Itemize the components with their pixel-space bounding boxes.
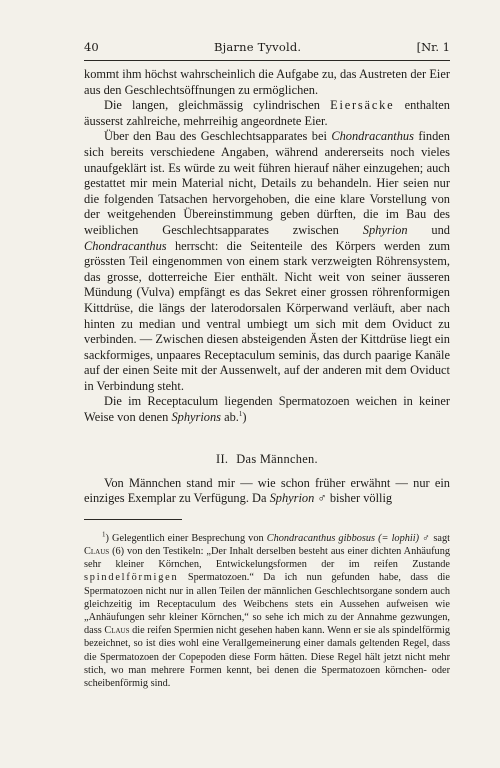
header-rule	[84, 60, 450, 61]
text-segment: Claus	[84, 546, 110, 558]
paragraph	[84, 98, 450, 129]
main-body-text	[84, 67, 450, 426]
text-segment: Chondracanthus gibbosus (= lophii)	[266, 532, 420, 544]
text-segment: Die im Receptaculum liegenden Spermatozoen weichen in keiner Weise von denen	[84, 394, 450, 425]
text-segment: Von Männchen stand mir — wie schon früher erwähnt — nur ein einziges Exemplar zu Verfügung. Da	[84, 475, 450, 506]
text-segment: Über den Bau des Geschlechtsapparates bei	[104, 129, 332, 144]
paragraph	[84, 67, 450, 98]
section-title: Das Männchen.	[236, 451, 318, 466]
text-segment: ab.	[221, 410, 239, 425]
text-segment: 1	[238, 409, 243, 418]
text-segment: 1	[102, 530, 106, 539]
text-segment: Chondracanthus	[331, 129, 414, 144]
text-segment: Spermatozoen.“ Da ich nun gefunden habe, dass die Spermatozoen nicht nur in allen Teilen der männlichen Geschlechtsorgane sondern auch gleichzeitig im Receptaculum des Weibchens stets ein Aussehen aufweisen wie „Anhäufungen sehr kleiner Körnchen,“ so sehe ich mich zu der Annahme gezwungen, dass	[84, 572, 450, 637]
text-segment: Sphyrion	[269, 491, 315, 506]
text-segment: ) Gelegentlich einer Besprechung von	[105, 532, 267, 544]
text-segment: Eiersäcke	[330, 98, 395, 113]
text-segment: Die langen, gleichmässig cylindrischen	[104, 98, 331, 113]
issue-number: [Nr. 1	[416, 40, 450, 54]
text-segment: )	[242, 410, 247, 425]
section-heading	[84, 452, 450, 467]
text-segment: kommt ihm höchst wahrscheinlich die Aufgabe zu, das Austreten der Eier aus den Geschlechtsöffnungen zu ermöglichen.	[84, 67, 450, 97]
text-segment: finden sich bereits verschiedene Angaben, während andererseits noch vieles unaufgeklärt ist. Es würde zu weit führen hierauf näher einzugehen; auch gestattet mir mein Material nicht, Details zu behandeln. Hier seien nur die folgenden Tatsachen hervorgehoben, die eine klare Vorstellung von der weitgehenden Übereinstimmung geben dürften, die im Bau des weiblichen Geschlechtsapparates zwischen	[84, 129, 450, 237]
text-segment: Claus	[104, 625, 130, 637]
text-segment: herrscht: die Seitenteile des Körpers werden zum grössten Teil eingenommen von einem stark verzweigten Röhrensystem, das grosse, dotterreiche Eier enthält. Nicht weit von seiner äusseren Mündung (Vulva) empfängt es das Sekret einer grossen röhrenformigen Kittdrüse, die längs der laterodorsalen Körperwand verläuft, aber nach hinten zu median und ventral umbiegt um sich mit dem Oviduct zu verbinden. — Zwischen diesen absteigenden Ästen der Kittdrüse liegt ein sackformiges, unpaares Receptaculum seminis, das durch paarige Kanäle auf der einen Seite mit der Aussenwelt, auf der anderen mit dem Oviduct in Verbindung steht.	[84, 238, 450, 393]
text-segment: Sphyrion	[362, 222, 408, 237]
text-segment: Sphyrions	[171, 410, 222, 425]
section-body-text	[84, 476, 450, 507]
page-number: 40	[84, 40, 99, 54]
text-segment: ♂ bisher völlig	[314, 491, 393, 506]
text-segment: und	[407, 222, 451, 237]
text-segment: enthalten äusserst zahlreiche, mehrreihig angeordnete Eier.	[84, 98, 451, 128]
paragraph	[84, 476, 450, 507]
text-segment: ♂ sagt	[419, 532, 450, 544]
text-segment: die reifen Spermien nicht gesehen haben kann. Wenn er sie als spindelförmig bezeichnet, so ist dies wohl eine Verallgemeinerung einer damals geltenden Regel, dass die Spermatozoen der Copepoden diese Form hätten. Diese Regel hält jetzt nicht mehr stich, wo man mehrere Formen kennt, bei denen die Spermatozoen körnchen- oder scheibenförmig sind.	[84, 625, 450, 690]
text-segment: spindelförmigen	[84, 572, 179, 584]
page-header	[84, 40, 450, 54]
running-title: Bjarne Tyvold.	[213, 40, 302, 54]
footnote	[84, 532, 450, 690]
paragraph	[84, 394, 450, 425]
section-number: II.	[216, 451, 229, 466]
paragraph	[84, 129, 450, 394]
text-segment: (6) von den Testikeln: „Der Inhalt derselben besteht aus einer dichten Anhäufung sehr kleiner Körnchen, Entwickelungsformen der im reifen Zustande	[84, 546, 450, 571]
text-segment: Chondracanthus	[84, 238, 167, 253]
footnote-text	[84, 532, 450, 690]
footnote-rule	[84, 519, 182, 520]
